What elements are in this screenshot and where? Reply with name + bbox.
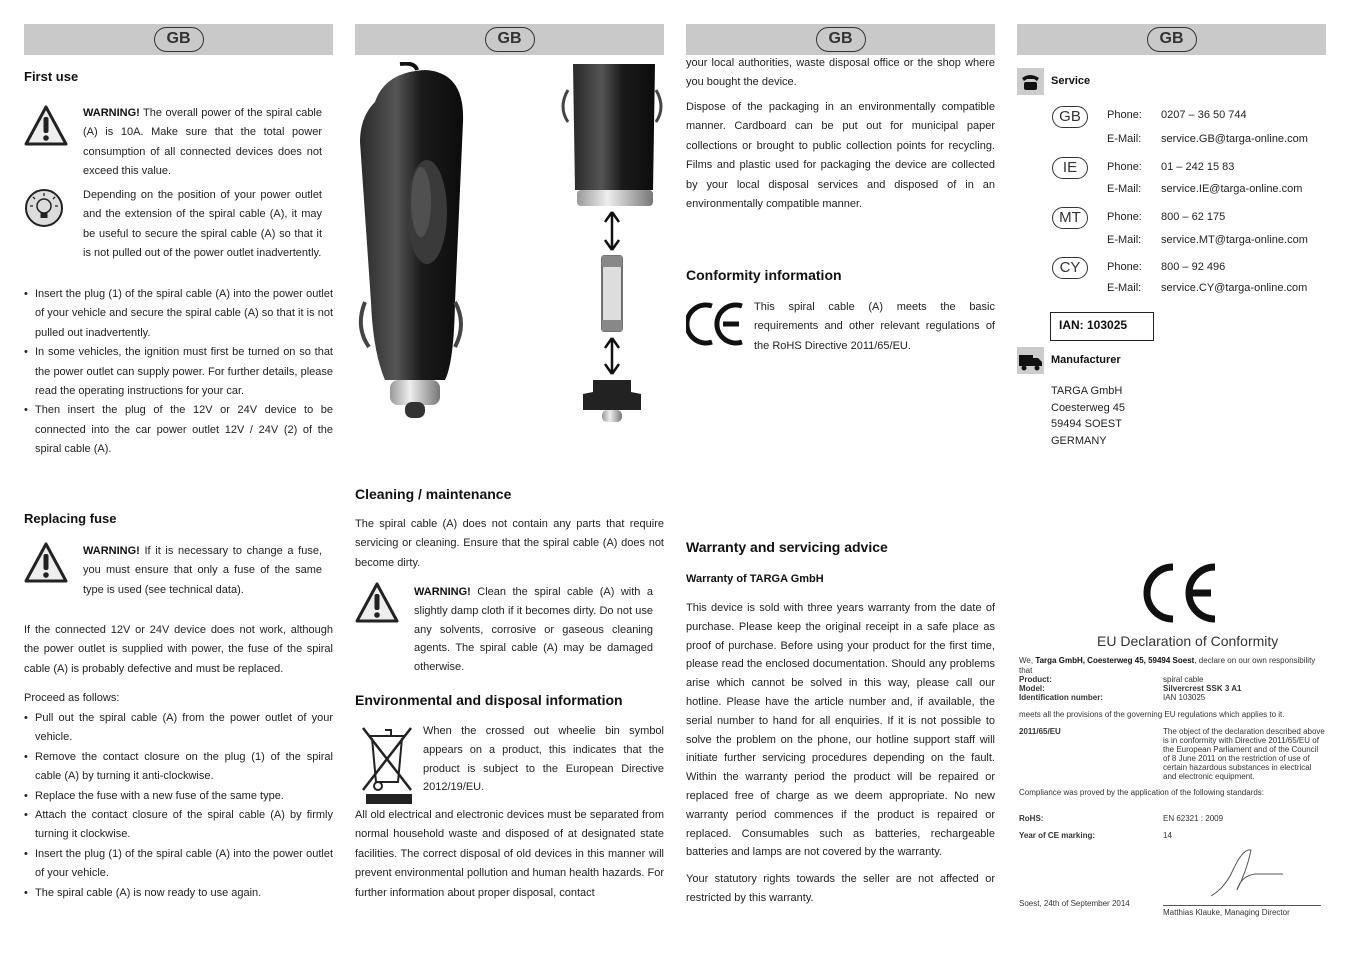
- header-band: [686, 24, 995, 55]
- warning-icon: [355, 581, 399, 625]
- declaration-title: EU Declaration of Conformity: [1097, 633, 1279, 649]
- warning-text-2: WARNING! If it is necessary to change a fuse, you must ensure that only a fuse of the same type is used (see technical data).: [83, 545, 322, 596]
- plug-illustration: [355, 62, 664, 422]
- ce-year-value: 14: [1163, 831, 1172, 840]
- compliance-text: Compliance was proved by the application of the following standards:: [1019, 788, 1265, 797]
- fuse-steps: [24, 709, 333, 903]
- first-use-steps: [24, 285, 333, 460]
- column-2: [355, 24, 664, 944]
- disposal-continued-text: your local authorities, waste disposal office or the shop where you bought the device.: [686, 57, 995, 89]
- directive-text: The object of the declaration described above is in conformity with Directive 2011/65/EU of the European Parliament and of the Council of 8 June 2011 on the restriction of use of certain hazardous substances in electrical and electronic equipment.: [1163, 727, 1325, 781]
- cleaning-text: The spiral cable (A) does not contain any parts that require servicing or cleaning. Ensure that the spiral cable (A) does not become dirty.: [355, 518, 664, 569]
- address-line: TARGA GmbH: [1051, 385, 1123, 397]
- header-band: [24, 24, 333, 55]
- country-badge: GB: [485, 27, 535, 52]
- warning-icon: [24, 541, 68, 585]
- product-value: spiral cable: [1163, 675, 1204, 684]
- signature-line: [1163, 905, 1321, 906]
- phone-number: 800 – 62 175: [1161, 211, 1226, 223]
- model-value: Silvercrest SSK 3 A1: [1163, 684, 1242, 693]
- packaging-text: Dispose of the packaging in an environmentally compatible manner. Cardboard can be put out for municipal paper collections or brought to public collection points for recycling. Films and plastic used for packaging the device are collected by your local disposal services and disposed of in an environmentally compatible manner.: [686, 101, 995, 211]
- rohs-label: RoHS:: [1019, 814, 1044, 823]
- environmental-heading: Environmental and disposal information: [355, 692, 623, 708]
- country-badge: GB: [154, 27, 204, 52]
- service-heading: Service: [1051, 75, 1091, 87]
- list-item: • Insert the plug (1) of the spiral cable (A) into the power outlet of your vehicle.: [24, 845, 333, 884]
- warranty-text: This device is sold with three years warranty from the date of purchase. Please keep the original receipt in a safe place as proof of purchase. Before using your product for the first time, please read the enclosed documentation. Should any problems arise which cannot be solved in this way, please call our hotline. Please have the article number and, if available, the serial number to hand for all enquiries. If it is not possible to solve the problem on the phone, our hotline support staff will initiate further servicing procedures depending on the fault. Within the warranty period the product will be repaired or replaced free of charge as we deem appropriate. No new warranty period commences if the product is repaired or replaced. Consumables such as batteries, rechargeable batteries and lamps are not covered by the warranty.: [686, 602, 995, 859]
- rohs-value: EN 62321 : 2009: [1163, 814, 1224, 823]
- email-address[interactable]: service.IE@targa-online.com: [1161, 183, 1303, 195]
- cleaning-heading: Cleaning / maintenance: [355, 486, 512, 502]
- conformity-text: This spiral cable (A) meets the basic requirements and other relevant regulations of the RoHS Directive 2011/65/EU.: [754, 301, 995, 352]
- warning-text-3: WARNING! Clean the spiral cable (A) with a slightly damp cloth if it becomes dirty. Do not use any solvents, corrosive or gaseous cleaning agents. The spiral cable (A) may be damaged otherwise.: [414, 586, 653, 674]
- column-4: [1017, 24, 1326, 944]
- identification-value: IAN 103025: [1163, 693, 1206, 702]
- tip-text: Depending on the position of your power outlet and the extension of the spiral cable (A), it may be useful to secure the spiral cable (A) so that it is not pulled out of the power outlet inadvertently.: [83, 189, 322, 260]
- list-item: • Insert the plug (1) of the spiral cable (A) into the power outlet of your vehicle and secure the spiral cable (A) so that it is not pulled out inadvertently.: [24, 285, 333, 343]
- statutory-rights-text: Your statutory rights towards the seller are not affected or restricted by this warranty.: [686, 873, 995, 905]
- header-band: [355, 24, 664, 55]
- country-badge: GB: [1147, 27, 1197, 52]
- email-label: E-Mail:: [1107, 282, 1142, 294]
- list-item: • Attach the contact closure of the spiral cable (A) by firmly turning it clockwise.: [24, 806, 333, 845]
- phone-label: Phone:: [1107, 109, 1142, 121]
- warranty-subheading: Warranty of TARGA GmbH: [686, 573, 824, 585]
- list-item: • The spiral cable (A) is now ready to use again.: [24, 884, 333, 903]
- list-item: • Remove the contact closure on the plug (1) of the spiral cable (A) by turning it anti-clockwise.: [24, 748, 333, 787]
- country-code-ie: IE: [1052, 157, 1088, 179]
- column-1: [24, 24, 333, 944]
- replacing-fuse-heading: Replacing fuse: [24, 511, 117, 526]
- list-item: • Pull out the spiral cable (A) from the power outlet of your vehicle.: [24, 709, 333, 748]
- phone-label: Phone:: [1107, 261, 1142, 273]
- proceed-text: Proceed as follows:: [24, 692, 120, 704]
- ce-mark-logo: [1137, 562, 1221, 624]
- ce-mark-icon: [686, 302, 746, 346]
- header-band: [1017, 24, 1326, 55]
- country-code-cy: CY: [1052, 257, 1088, 279]
- country-badge: GB: [816, 27, 866, 52]
- warranty-heading: Warranty and servicing advice: [686, 539, 888, 555]
- disposal-text: All old electrical and electronic devices must be separated from normal household waste and disposed of at designated state facilities. The correct disposal of old devices in this manner will prevent environmental pollution and human health hazards. For further information about proper disposal, contact: [355, 809, 664, 899]
- list-item: • Then insert the plug of the 12V or 24V device to be connected into the car power outlet 12V / 24V (2) of the spiral cable (A).: [24, 401, 333, 459]
- address-line: 59494 SOEST: [1051, 418, 1122, 430]
- conformity-heading: Conformity information: [686, 267, 842, 283]
- ce-year-label: Year of CE marking:: [1019, 831, 1096, 840]
- telephone-icon: [1017, 68, 1044, 95]
- email-address[interactable]: service.CY@targa-online.com: [1161, 282, 1308, 294]
- manufacturer-address: [1051, 383, 1125, 449]
- phone-number: 800 – 92 496: [1161, 261, 1226, 273]
- first-use-heading: First use: [24, 69, 79, 84]
- email-label: E-Mail:: [1107, 234, 1142, 246]
- warning-icon: [24, 104, 68, 148]
- signature: [1207, 844, 1287, 900]
- identification-label: Identification number:: [1019, 693, 1103, 702]
- bin-symbol-text: When the crossed out wheelie bin symbol appears on a product, this indicates that the product is subject to the European Directive 2012/19/EU.: [423, 725, 664, 794]
- product-label: Product:: [1019, 675, 1052, 684]
- model-label: Model:: [1019, 684, 1045, 693]
- lightbulb-tip-icon: [24, 187, 68, 231]
- truck-icon: [1017, 347, 1044, 374]
- place-date: Soest, 24th of September 2014: [1019, 899, 1130, 908]
- email-address[interactable]: service.MT@targa-online.com: [1161, 234, 1308, 246]
- declaration-intro: We, Targa GmbH, Coesterweg 45, 59494 Soest, declare on our own responsibility that: [1019, 656, 1316, 675]
- phone-label: Phone:: [1107, 211, 1142, 223]
- email-address[interactable]: service.GB@targa-online.com: [1161, 133, 1308, 145]
- address-line: GERMANY: [1051, 434, 1107, 447]
- directive-label: 2011/65/EU: [1019, 727, 1061, 736]
- warning-text-1: WARNING! The overall power of the spiral cable (A) is 10A. Make sure that the total power consumption of all connected devices does not exceed this value.: [83, 107, 322, 178]
- address-line: Coesterweg 45: [1051, 401, 1125, 414]
- country-code-mt: MT: [1052, 207, 1088, 229]
- crossed-bin-icon: [361, 724, 413, 806]
- country-code-gb: GB: [1052, 106, 1088, 128]
- ian-box: IAN: 103025: [1050, 312, 1154, 341]
- phone-number: 01 – 242 15 83: [1161, 161, 1235, 173]
- signer-name: Matthias Klauke, Managing Director: [1163, 908, 1290, 917]
- meets-text: meets all the provisions of the governing EU regulations which applies to it.: [1019, 710, 1285, 719]
- list-item: • Replace the fuse with a new fuse of the same type.: [24, 787, 333, 806]
- email-label: E-Mail:: [1107, 183, 1142, 195]
- phone-label: Phone:: [1107, 161, 1142, 173]
- phone-number: 0207 – 36 50 744: [1161, 109, 1247, 121]
- column-3: [686, 24, 995, 944]
- list-item: • In some vehicles, the ignition must first be turned on so that the power outlet can supply power. For further details, please read the operating instructions for your car.: [24, 343, 333, 401]
- fuse-paragraph: If the connected 12V or 24V device does not work, although the power outlet is supplied with power, the fuse of the spiral cable (A) is probably defective and must be replaced.: [24, 624, 333, 675]
- email-label: E-Mail:: [1107, 133, 1142, 145]
- manufacturer-heading: Manufacturer: [1051, 354, 1121, 366]
